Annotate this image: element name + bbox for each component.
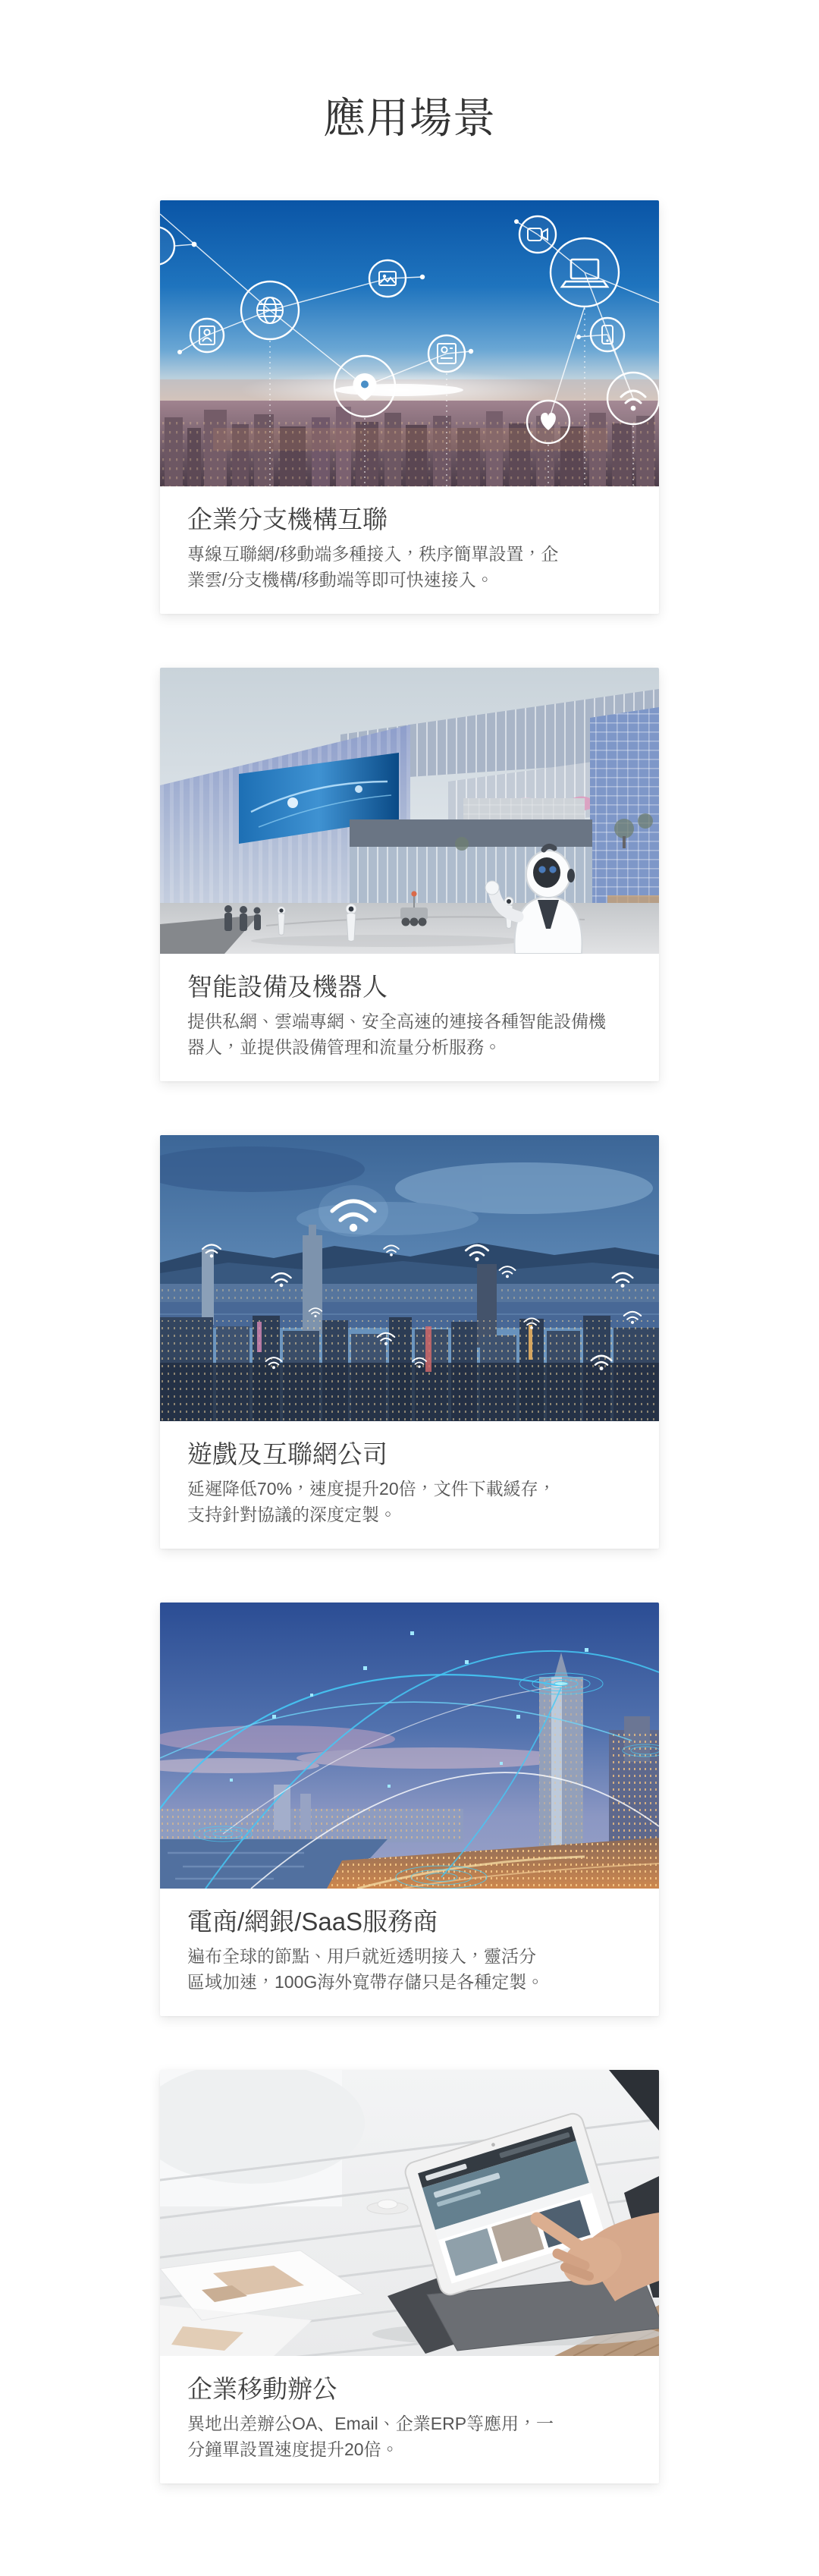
scenario-card-list — [160, 200, 659, 2483]
scenario-card-mobile-office — [160, 2070, 659, 2483]
card-text — [160, 486, 659, 593]
card-description: 延遲降低70%，速度提升20倍，文件下載緩存， 支持針對協議的深度定製。 — [187, 1479, 556, 1524]
card-title: 遊戲及互聯網公司 — [187, 1440, 388, 1468]
scenario-card-ecommerce-banking-saas — [160, 1603, 659, 2016]
card-text — [160, 2356, 659, 2462]
location-pin-icon — [334, 356, 395, 417]
photo-icon — [369, 260, 406, 297]
card-title: 電商/網銀/SaaS服務商 — [187, 1908, 438, 1936]
scenario-card-enterprise-interconnect — [160, 200, 659, 614]
laptop-icon — [551, 238, 619, 307]
card-description: 遍布全球的節點、用戶就近透明接入，靈活分 區域加速，100G海外寬帶存儲只是各種定製。 — [187, 1946, 544, 1992]
card-title: 企業移動辦公 — [187, 2375, 337, 2403]
card-image-gaming-internet — [160, 1135, 659, 1421]
card-title: 智能設備及機器人 — [187, 973, 388, 1001]
person-badge-icon — [190, 319, 224, 352]
card-image-mobile-office — [160, 2070, 659, 2356]
city-silhouette — [160, 401, 659, 486]
card-image-enterprise-interconnect — [160, 200, 659, 486]
phone-icon — [591, 318, 624, 351]
card-description: 異地出差辦公OA、Email、企業ERP等應用，一 分鐘單設置速度提升20倍。 — [187, 2414, 554, 2459]
people-silhouettes — [224, 905, 261, 931]
video-camera-icon — [519, 216, 556, 253]
card-text — [160, 954, 659, 1060]
card-title: 企業分支機構互聯 — [187, 505, 388, 533]
globe-icon — [241, 282, 299, 339]
card-description: 提供私網、雲端專網、安全高速的連接各種智能設備機 器人，並提供設備管理和流量分析服務。 — [187, 1011, 606, 1057]
scenario-card-gaming-internet — [160, 1135, 659, 1549]
card-text — [160, 1889, 659, 1995]
card-image-smart-devices-robots — [160, 668, 659, 954]
section-title: 應用場景 — [323, 94, 496, 142]
card-image-ecommerce-banking-saas — [160, 1603, 659, 1889]
wifi-icon — [607, 373, 659, 424]
card-text — [160, 1421, 659, 1527]
scenario-card-smart-devices-robots — [160, 668, 659, 1081]
contact-card-icon — [428, 335, 465, 372]
card-description: 專線互聯網/移動端多種接入，秩序簡單設置，企 業雲/分支機構/移動端等即可快速接入。 — [187, 544, 559, 590]
heart-icon — [527, 401, 570, 443]
